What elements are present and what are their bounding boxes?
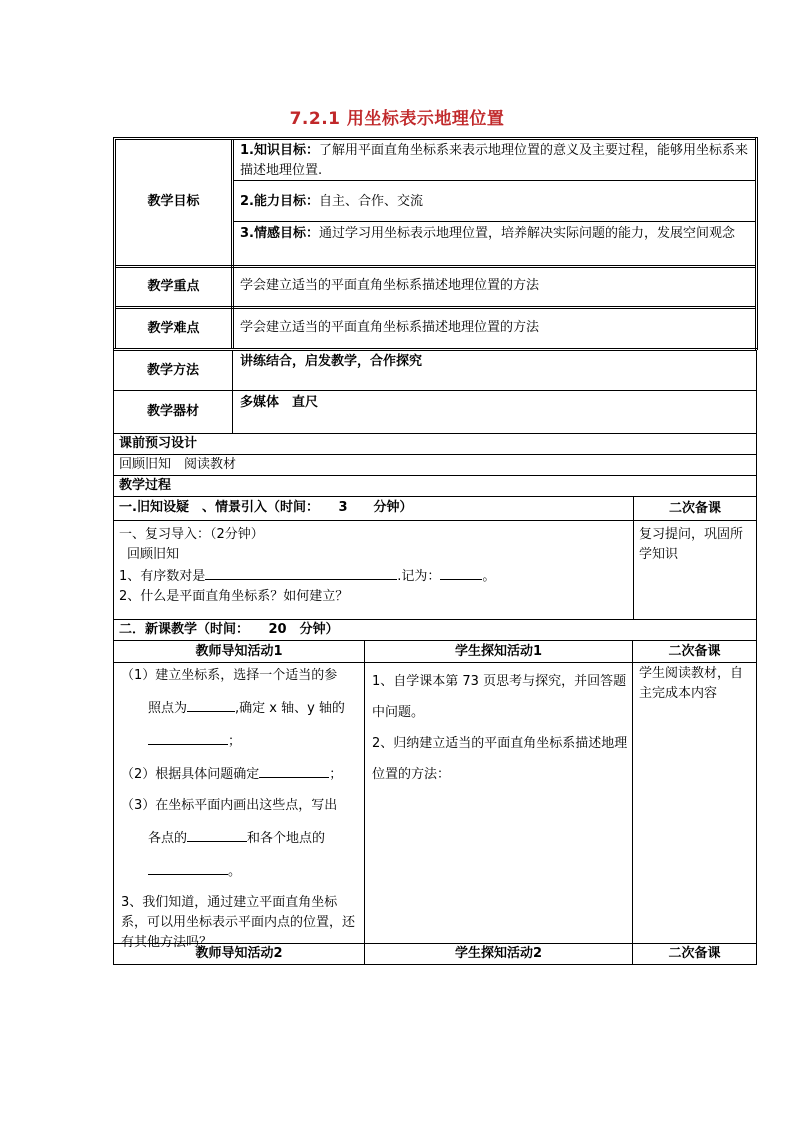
page-title: 7.2.1 用坐标表示地理位置 [289, 109, 505, 129]
teacher-activity-2-header: 教师导知活动2 [195, 946, 283, 961]
section2-header: 二．新课教学（时间： 20 分钟） [119, 622, 339, 637]
method-text: 讲练结合，启发教学，合作探究 [240, 354, 423, 369]
process-header: 教学过程 [119, 478, 172, 493]
difficulty-label: 教学难点 [147, 320, 200, 336]
footer-side-header: 二次备课 [668, 946, 721, 961]
student-activity-2-header: 学生探知活动2 [454, 946, 543, 961]
equipment-text: 多媒体 直尺 [240, 395, 319, 410]
section1-header: 一.旧知设疑 、情景引入（时间： 3 分钟） [119, 500, 413, 515]
objective-ability: 2.能力目标：自主、合作、交流 [240, 194, 423, 209]
student-activity-1: 1、自学课本第 73 页思考与探究，并回答题中问题。 2、归纳建立适当的平面直角坐标系描述地理位置的方法： [372, 674, 628, 782]
objectives-label: 教学目标 [147, 194, 200, 209]
teacher-activity-1-header: 教师导知活动1 [195, 643, 283, 659]
objective-knowledge: 1.知识目标：了解用平面直角坐标系来表示地理位置的意义及主要过程，能够用坐标系来描述地理位置. [240, 143, 748, 178]
keypoint-text: 学会建立适当的平面直角坐标系描述地理位置的方法 [240, 278, 540, 293]
section1-side-header: 二次备课 [668, 500, 721, 516]
section1-content: 一、复习导入：（2分钟） 回顾旧知 1、有序数对是 .记为： 。 2、什么是平面直角坐标系？如何建立？ [119, 527, 496, 604]
section1-side-text: 复习提问，巩固所学知识 [639, 527, 744, 562]
section2-side-header: 二次备课 [668, 643, 721, 659]
method-label: 教学方法 [146, 362, 199, 378]
equipment-label: 教学器材 [146, 404, 199, 419]
preview-header: 课前预习设计 [119, 436, 198, 451]
objective-emotion: 3.情感目标：通过学习用坐标表示地理位置，培养解决实际问题的能力，发展空间观念 [240, 226, 735, 241]
student-activity-1-header: 学生探知活动1 [454, 643, 543, 659]
teacher-activity-1: （1）建立坐标系，选择一个适当的参 照点为 ,确定 x 轴、y 轴的 ； （2）根据具体问题确定 ； （3）在坐标平面内画出这些点，写出 各点的 和各个地点的 。 3、我们知道，通过建立平面直角坐标系，可以用坐标表示平面内点的位置，还有其他方法吗？ [121, 668, 356, 950]
preview-text: 回顾旧知 阅读教材 [119, 457, 237, 472]
section2-side-text: 学生阅读教材，自主完成本内容 [639, 666, 744, 701]
keypoint-label: 教学重点 [147, 279, 200, 294]
difficulty-text: 学会建立适当的平面直角坐标系描述地理位置的方法 [240, 320, 540, 335]
